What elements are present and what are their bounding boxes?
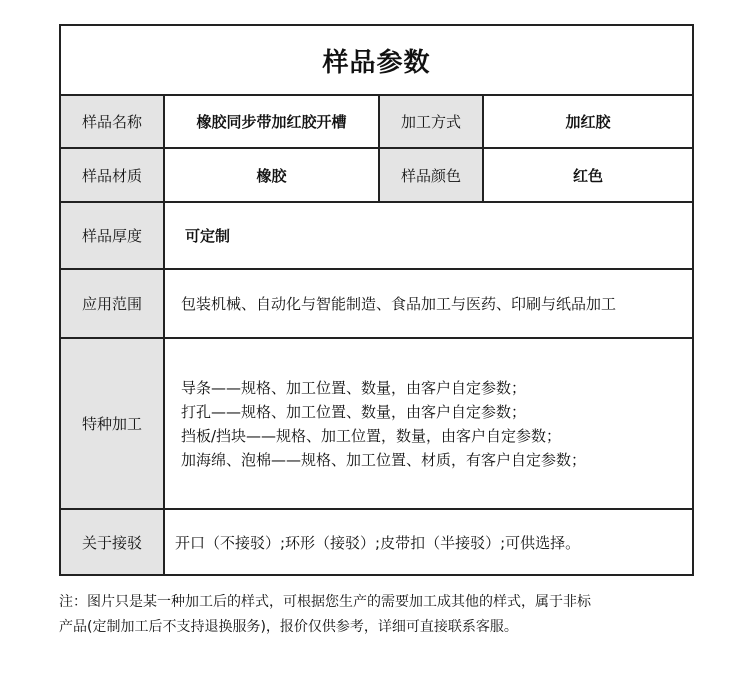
special-line: 挡板/挡块——规格、加工位置，数量，由客户自定参数； [181,426,562,445]
joint-value: 开口（不接驳）;环形（接驳）;皮带扣（半接驳）;可供选择。 [164,509,693,575]
special-value [164,338,693,509]
special-line: 导条——规格、加工位置、数量，由客户自定参数； [181,378,527,397]
process-label: 加工方式 [379,95,483,148]
material-value: 橡胶 [164,148,379,202]
color-value: 红色 [483,148,693,202]
footnote-line: 注：图片只是某一种加工后的样式，可根据您生产的需要加工成其他的样式，属于非标 [59,594,591,610]
table-title: 样品参数 [60,25,693,95]
name-value: 橡胶同步带加红胶开槽 [164,95,379,148]
footnote [59,590,699,640]
application-value: 包装机械、自动化与智能制造、食品加工与医药、印刷与纸品加工 [164,269,693,338]
table-row [60,509,693,575]
title-row [60,25,693,95]
name-label: 样品名称 [60,95,164,148]
special-line: 加海绵、泡棉——规格、加工位置、材质，有客户自定参数； [181,450,587,469]
thickness-label: 样品厚度 [60,202,164,269]
table-row [60,148,693,202]
thickness-value: 可定制 [164,202,693,269]
table-row [60,338,693,509]
special-line: 打孔——规格、加工位置、数量，由客户自定参数； [181,402,527,421]
spec-table [59,24,694,576]
footnote-line: 产品(定制加工后不支持退换服务)，报价仅供参考，详细可直接联系客服。 [59,619,518,635]
table-row [60,95,693,148]
joint-label: 关于接驳 [60,509,164,575]
color-label: 样品颜色 [379,148,483,202]
application-label: 应用范围 [60,269,164,338]
process-value: 加红胶 [483,95,693,148]
table-row [60,202,693,269]
special-label: 特种加工 [60,338,164,509]
table-row [60,269,693,338]
material-label: 样品材质 [60,148,164,202]
